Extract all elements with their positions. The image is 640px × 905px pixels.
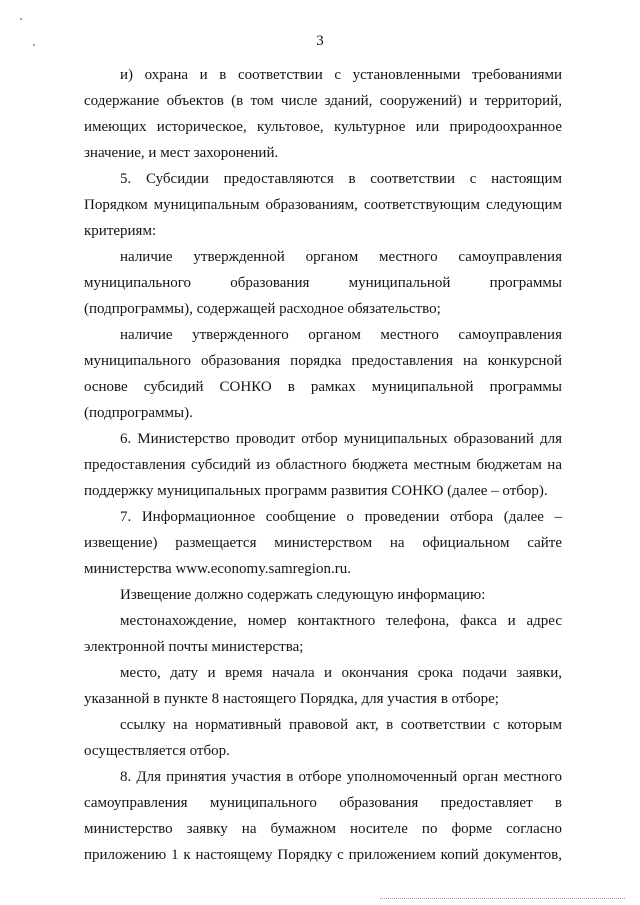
paragraph-clause-8: 8. Для принятия участия в отборе уполномоченный орган местного самоуправления муниципального образования предоставляет в министерство заявку на бумажном носителе по форме согласно приложению 1 к настоящему Порядку с приложением копий документов, xyxy=(84,769,562,863)
paragraph-item-i: и) охрана и в соответствии с установленными требованиями содержание объектов (в том числе зданий, сооружений) и территорий, имеющих историческое, культовое, культурное или природоохранное значение, и мест захоронений. xyxy=(84,67,562,161)
paragraph-notice-dates: место, дату и время начала и окончания срока подачи заявки, указанной в пункте 8 настоящего Порядка, для участия в отборе; xyxy=(84,665,562,707)
page-number: 3 xyxy=(316,33,324,49)
paragraph-clause-5: 5. Субсидии предоставляются в соответствии с настоящим Порядком муниципальным образованиям, соответствующим следующим критериям: xyxy=(84,171,562,239)
paragraph-criterion-2: наличие утвержденного органом местного самоуправления муниципального образования порядка предоставления на конкурсной основе субсидий СОНКО в рамках муниципальной программы (подпрограммы). xyxy=(84,327,562,421)
paragraph-clause-7: 7. Информационное сообщение о проведении отбора (далее – извещение) размещается министерством на официальном сайте министерства www.economy.samregion.ru. xyxy=(84,509,562,577)
scan-bottom-edge xyxy=(380,898,625,899)
paragraph-clause-6: 6. Министерство проводит отбор муниципальных образований для предоставления субсидий из областного бюджета местным бюджетам на поддержку муниципальных программ развития СОНКО (далее – отбор). xyxy=(84,431,562,499)
paragraph-notice-intro: Извещение должно содержать следующую информацию: xyxy=(120,587,486,603)
scan-speck xyxy=(20,18,22,20)
document-body xyxy=(84,62,562,868)
paragraph-notice-location: местонахождение, номер контактного телефона, факса и адрес электронной почты министерства; xyxy=(84,613,562,655)
paragraph-criterion-1: наличие утвержденной органом местного самоуправления муниципального образования муниципальной программы (подпрограммы), содержащей расходное обязательство; xyxy=(84,249,562,317)
paragraph-notice-legal-act: ссылку на нормативный правовой акт, в соответствии с которым осуществляется отбор. xyxy=(84,717,562,759)
